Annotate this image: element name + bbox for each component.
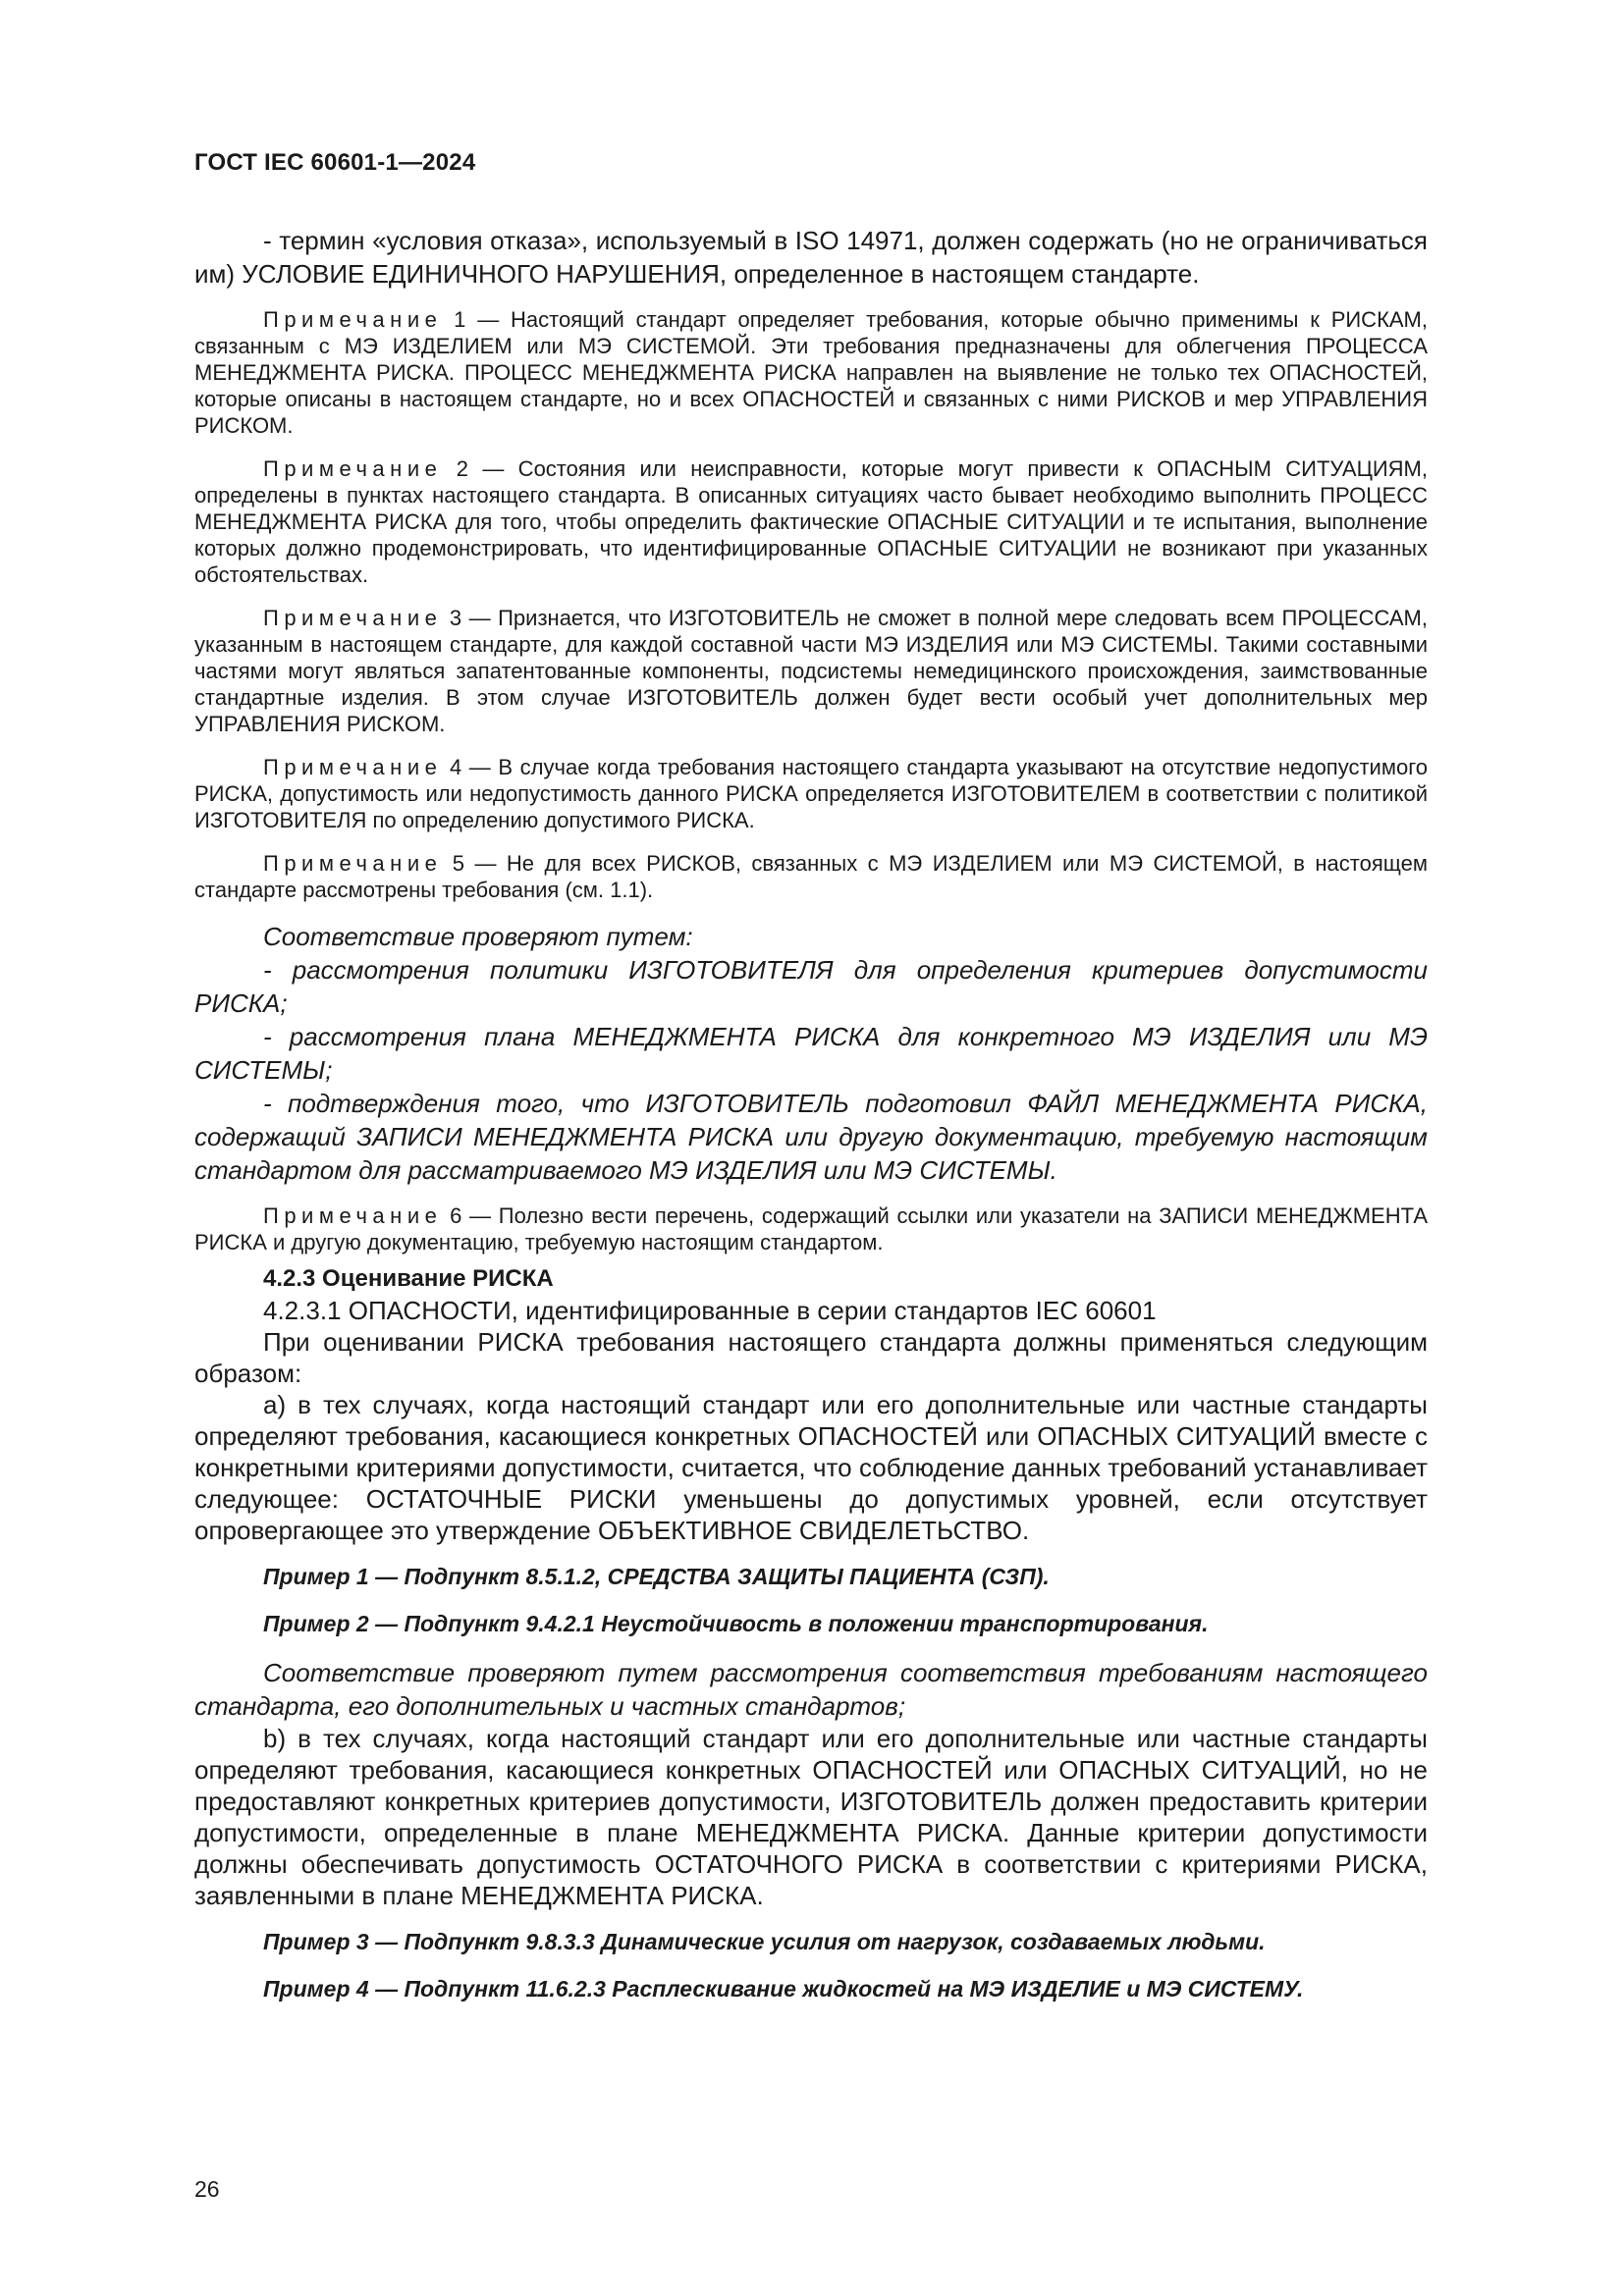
note-4 — [194, 754, 1428, 833]
note-1 — [194, 306, 1428, 439]
compliance-item-1: - рассмотрения политики ИЗГОТОВИТЕЛЯ для определения критериев допустимости РИСКА; — [194, 955, 1428, 1018]
example-3: Пример 3 — Подпункт 9.8.3.3 Динамические усилия от нагрузок, создаваемых людьми. — [263, 1929, 1266, 1954]
example-4: Пример 4 — Подпункт 11.6.2.3 Расплескивание жидкостей на МЭ ИЗДЕЛИЕ и МЭ СИСТЕМУ. — [263, 1976, 1304, 2002]
paragraph-intro: - термин «условия отказа», используемый в ISO 14971, должен содержать (но не ограничиваться им) УСЛОВИЕ ЕДИНИЧНОГО НАРУШЕНИЯ, определенное в настоящем стандарте. — [194, 226, 1428, 289]
note-2 — [194, 455, 1428, 588]
note-1-text: 1 — Настоящий стандарт определяет требования, которые обычно применимы к РИСКАМ, связанным с МЭ ИЗДЕЛИЕМ или МЭ СИСТЕМОЙ. Эти требования предназначены для облегчения ПРОЦЕССА МЕНЕДЖМЕНТА РИСКА. ПРОЦЕСС МЕНЕДЖМЕНТА РИСКА направлен на выявление не только тех ОПАСНОСТЕЙ, которые описаны в настоящем стандарте, но и всех ОПАСНОСТЕЙ и связанных с ними РИСКОВ и мер УПРАВЛЕНИЯ РИСКОМ. — [194, 307, 1428, 438]
note-2-text: 2 — Состояния или неисправности, которые могут привести к ОПАСНЫМ СИТУАЦИЯМ, определены в пунктах настоящего стандарта. В описанных ситуациях часто бывает необходимо выполнить ПРОЦЕСС МЕНЕДЖМЕНТА РИСКА для того, чтобы определить фактические ОПАСНЫЕ СИТУАЦИИ и те испытания, выполнение которых должно продемонстрировать, что идентифицированные ОПАСНЫЕ СИТУАЦИИ не возникают при указанных обстоятельствах. — [194, 456, 1428, 587]
note-label: Примечание — [263, 851, 443, 876]
note-3 — [194, 605, 1428, 737]
compliance-item-2: - рассмотрения плана МЕНЕДЖМЕНТА РИСКА для конкретного МЭ ИЗДЕЛИЯ или МЭ СИСТЕМЫ; — [194, 1022, 1428, 1085]
compliance-intro: Соответствие проверяют путем: — [263, 922, 693, 951]
example-1: Пример 1 — Подпункт 8.5.1.2, СРЕДСТВА ЗАЩИТЫ ПАЦИЕНТА (СЗП). — [263, 1564, 1050, 1589]
item-b: b) в тех случаях, когда настоящий стандарт или его дополнительные или частные стандарты определяют требования, касающиеся конкретных ОПАСНОСТЕЙ или ОПАСНЫХ СИТУАЦИЙ, но не предоставляют конкретных критериев допустимости, ИЗГОТОВИТЕЛЬ должен предоставить критерии допустимости, определенные в плане МЕНЕДЖМЕНТА РИСКА. Данные критерии допустимости должны обеспечивать допустимость ОСТАТОЧНОГО РИСКА в соответствии с критериями РИСКА, заявленными в плане МЕНЕДЖМЕНТА РИСКА. — [194, 1724, 1428, 1910]
note-5 — [194, 850, 1428, 903]
paragraph-applying: При оценивании РИСКА требования настоящего стандарта должны применяться следующим образом: — [194, 1327, 1428, 1388]
section-heading: 4.2.3 Оценивание РИСКА — [263, 1265, 554, 1292]
compliance-standards: Соответствие проверяют путем рассмотрения соответствия требованиям настоящего стандарта, его дополнительных и частных стандартов; — [194, 1658, 1428, 1721]
note-6-text: 6 — Полезно вести перечень, содержащий ссылки или указатели на ЗАПИСИ МЕНЕДЖМЕНТА РИСКА и другую документацию, требуемую настоящим стандартом. — [194, 1203, 1428, 1255]
compliance-item-3: - подтверждения того, что ИЗГОТОВИТЕЛЬ подготовил ФАЙЛ МЕНЕДЖМЕНТА РИСКА, содержащий ЗАПИСИ МЕНЕДЖМЕНТА РИСКА или другую документацию, требуемую настоящим стандартом для рассматриваемого МЭ ИЗДЕЛИЯ или МЭ СИСТЕМЫ. — [194, 1089, 1428, 1185]
note-3-text: 3 — Признается, что ИЗГОТОВИТЕЛЬ не сможет в полной мере следовать всем ПРОЦЕССАМ, указанным в настоящем стандарте, для каждой составной части МЭ ИЗДЕЛИЯ или МЭ СИСТЕМЫ. Такими составными частями могут являться запатентованные компоненты, подсистемы немедицинского происхождения, заимствованные стандартные изделия. В этом случае ИЗГОТОВИТЕЛЬ должен будет вести особый учет дополнительных мер УПРАВЛЕНИЯ РИСКОМ. — [194, 606, 1428, 736]
document-body — [194, 224, 1428, 2021]
note-label: Примечание — [263, 456, 443, 481]
subsection-heading: 4.2.3.1 ОПАСНОСТИ, идентифицированные в серии стандартов IEC 60601 — [263, 1296, 1157, 1325]
note-6 — [194, 1202, 1428, 1255]
page-number: 26 — [194, 2176, 220, 2202]
note-label: Примечание — [263, 606, 443, 630]
note-label: Примечание — [263, 755, 443, 779]
item-a: a) в тех случаях, когда настоящий стандарт или его дополнительные или частные стандарты определяют требования, касающиеся конкретных ОПАСНОСТЕЙ или ОПАСНЫХ СИТУАЦИЙ вместе с конкретными критериями допустимости, считается, что соблюдение данных требований устанавливает следующее: ОСТАТОЧНЫЕ РИСКИ уменьшены до допустимых уровней, если отсутствует опровергающее это утверждение ОБЪЕКТИВНОЕ СВИДЕЛЕТЬСТВО. — [194, 1390, 1428, 1545]
note-5-text: 5 — Не для всех РИСКОВ, связанных с МЭ ИЗДЕЛИЕМ или МЭ СИСТЕМОЙ, в настоящем стандарте рассмотрены требования (см. 1.1). — [194, 851, 1428, 902]
example-2: Пример 2 — Подпункт 9.4.2.1 Неустойчивость в положении транспортирования. — [263, 1611, 1209, 1636]
note-label: Примечание — [263, 1203, 443, 1228]
note-4-text: 4 — В случае когда требования настоящего стандарта указывают на отсутствие недопустимого РИСКА, допустимость или недопустимость данного РИСКА определяется ИЗГОТОВИТЕЛЕМ в соответствии с политикой ИЗГОТОВИТЕЛЯ по определению допустимого РИСКА. — [194, 755, 1428, 832]
note-label: Примечание — [263, 307, 443, 332]
document-header: ГОСТ IEC 60601-1—2024 — [194, 149, 476, 176]
